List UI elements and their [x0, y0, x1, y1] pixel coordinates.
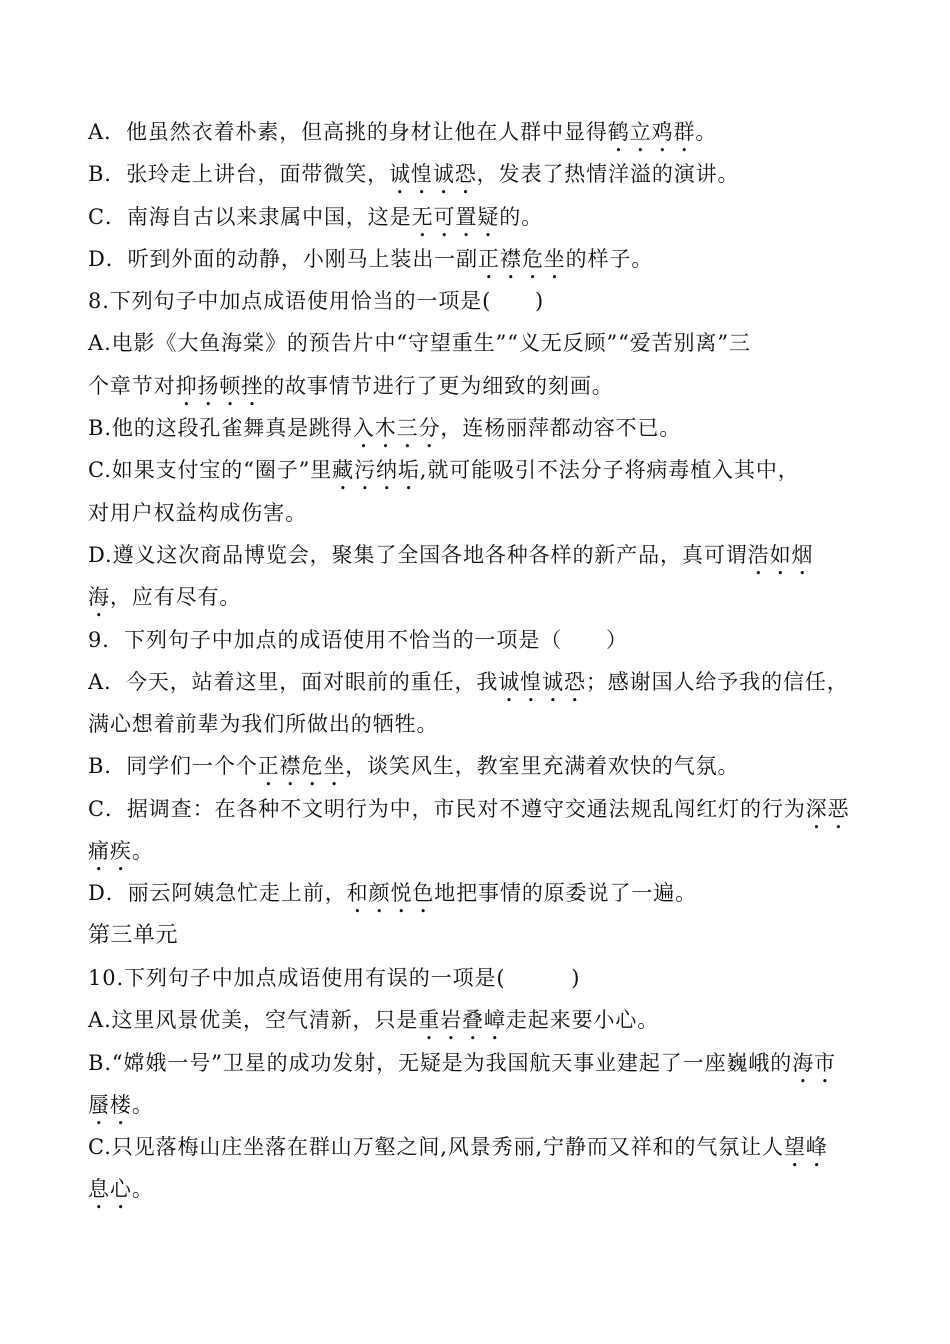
text-segment: 个章节对 — [88, 373, 176, 398]
text-segment: B．张玲走上讲台，面带微笑， — [88, 162, 390, 187]
text-segment: 。 — [695, 120, 718, 144]
text-line — [88, 626, 878, 654]
text-line — [88, 752, 878, 780]
dotted-idiom: 诚惶诚恐 — [498, 669, 586, 694]
dotted-idiom: 息心 — [88, 1177, 132, 1202]
text-segment: ，发表了热情洋溢的演讲。 — [476, 162, 740, 187]
dotted-idiom: 蜃楼 — [88, 1092, 132, 1117]
text-segment: ；感谢国人给予我的信任， — [585, 669, 849, 694]
text-line — [88, 795, 878, 823]
text-segment: 的。 — [499, 204, 543, 229]
text-segment: A.电影《大鱼海棠》的预告片中“守望重生”“义无反顾”“爱苦别离”三 — [88, 331, 751, 356]
text-line — [88, 710, 878, 738]
text-segment: D．丽云阿姨急忙走上前， — [88, 881, 347, 906]
dotted-idiom: 海 — [88, 585, 110, 610]
dotted-idiom: 和颜悦色 — [346, 881, 435, 906]
text-segment: ,就可能吸引不法分子将病毒植入其中， — [419, 458, 800, 483]
text-segment: D.遵义这次商品博览会，聚集了全国各地各种各样的新产品，真可谓 — [88, 542, 748, 567]
text-segment: 9．下列句子中加点的成语使用不恰当的一项是（ ） — [88, 627, 628, 652]
text-line — [88, 1049, 878, 1077]
text-line — [88, 583, 878, 611]
dotted-idiom: 浩如烟 — [747, 542, 814, 567]
text-segment: C.如果支付宝的“圈子”里 — [88, 458, 333, 483]
text-segment: B.他的这段孔雀舞真是跳得 — [88, 416, 353, 441]
text-segment: 走起来要小心。 — [505, 1008, 660, 1033]
text-line — [88, 1006, 878, 1034]
text-line — [88, 414, 878, 442]
text-line — [88, 329, 878, 357]
text-line — [88, 668, 878, 696]
text-line — [88, 837, 878, 865]
text-line — [88, 541, 878, 569]
text-segment: 地把事情的原委说了一遍。 — [434, 881, 698, 906]
text-segment: 。 — [131, 1177, 154, 1202]
dotted-idiom: 诚惶诚恐 — [389, 162, 477, 187]
text-segment: B.“嫦娥一号”卫星的成功发射，无疑是为我国航天事业建起了一座巍峨的 — [88, 1050, 793, 1075]
text-segment: ，谈笑风生，教室里充满着欢快的气氛。 — [345, 754, 740, 779]
text-segment: 8.下列句子中加点成语使用恰当的一项是( ) — [88, 289, 545, 314]
text-segment: D．听到外面的动静，小刚马上装出一副 — [88, 246, 479, 271]
text-segment: 。 — [131, 839, 154, 864]
dotted-idiom: 无可置疑 — [411, 204, 500, 229]
text-segment: 满心想着前辈为我们所做出的牺牲。 — [88, 712, 439, 737]
text-line — [88, 964, 878, 992]
text-segment: 对用户权益构成伤害。 — [88, 500, 307, 525]
text-line — [88, 118, 878, 146]
dotted-idiom: 抑扬顿挫 — [175, 373, 264, 398]
text-segment: 第三单元 — [88, 922, 179, 948]
document-page — [88, 118, 878, 1218]
text-segment: ，连杨丽萍都动容不已。 — [440, 416, 682, 441]
text-line — [88, 1133, 878, 1161]
text-segment: 的样子。 — [565, 246, 654, 271]
text-segment: A．今天，站着这里，面对眼前的重任，我 — [88, 669, 499, 694]
text-line — [88, 1091, 878, 1119]
dotted-idiom: 鹤立鸡群 — [607, 120, 696, 144]
dotted-idiom: 藏污纳垢 — [332, 458, 420, 483]
text-segment: ，应有尽有。 — [109, 585, 242, 610]
text-line — [88, 245, 878, 273]
text-segment: 的故事情节进行了更为细致的刻画。 — [263, 373, 614, 398]
section-heading — [88, 922, 878, 950]
text-segment: 10.下列句子中加点成语使用有误的一项是( ) — [88, 965, 581, 990]
text-segment: B．同学们一个个 — [88, 754, 258, 779]
text-line — [88, 287, 878, 315]
text-segment: A.这里风景优美，空气清新，只是 — [88, 1008, 419, 1033]
dotted-idiom: 入木三分 — [352, 416, 441, 441]
dotted-idiom: 深恶 — [805, 796, 850, 821]
text-line — [88, 879, 878, 907]
text-line — [88, 203, 878, 231]
dotted-idiom: 正襟危坐 — [257, 754, 346, 779]
dotted-idiom: 重岩叠嶂 — [418, 1008, 506, 1033]
text-line — [88, 1175, 878, 1203]
text-segment: A．他虽然衣着朴素，但高挑的身材让他在人群中显得 — [88, 120, 608, 144]
dotted-idiom: 海市 — [792, 1050, 836, 1075]
text-line — [88, 456, 878, 484]
text-segment: C．南海自古以来隶属中国，这是 — [88, 204, 412, 229]
text-line — [88, 160, 878, 188]
text-line — [88, 372, 878, 400]
text-segment: 。 — [131, 1092, 154, 1117]
text-segment: C．据调查：在各种不文明行为中，市民对不遵守交通法规乱闯红灯的行为 — [88, 796, 806, 821]
text-line — [88, 499, 878, 527]
dotted-idiom: 正襟危坐 — [478, 246, 566, 271]
dotted-idiom: 痛疾 — [88, 839, 132, 864]
text-segment: C.只见落梅山庄坐落在群山万壑之间,风景秀丽,宁静而又祥和的气氛让人 — [88, 1135, 784, 1160]
dotted-idiom: 望峰 — [783, 1135, 828, 1160]
